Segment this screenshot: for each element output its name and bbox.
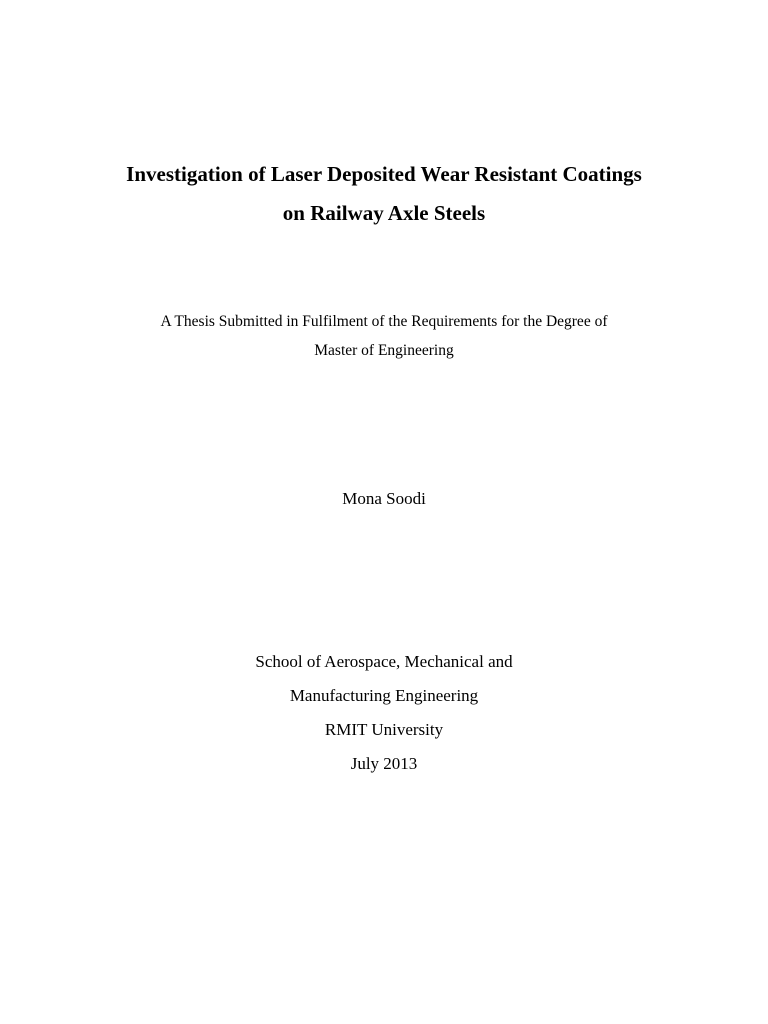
thesis-title-line-1: Investigation of Laser Deposited Wear Resistant Coatings: [126, 162, 642, 186]
submission-date: July 2013: [350, 754, 418, 773]
author-name: Mona Soodi: [342, 489, 426, 508]
degree-statement-line-2: Master of Engineering: [314, 342, 454, 359]
thesis-title-line-2: on Railway Axle Steels: [282, 201, 486, 225]
degree-statement-line-1: A Thesis Submitted in Fulfilment of the Requirements for the Degree of: [160, 313, 608, 330]
university-name: RMIT University: [324, 720, 444, 739]
school-line-2: Manufacturing Engineering: [289, 686, 479, 705]
school-line-1: School of Aerospace, Mechanical and: [255, 652, 513, 671]
